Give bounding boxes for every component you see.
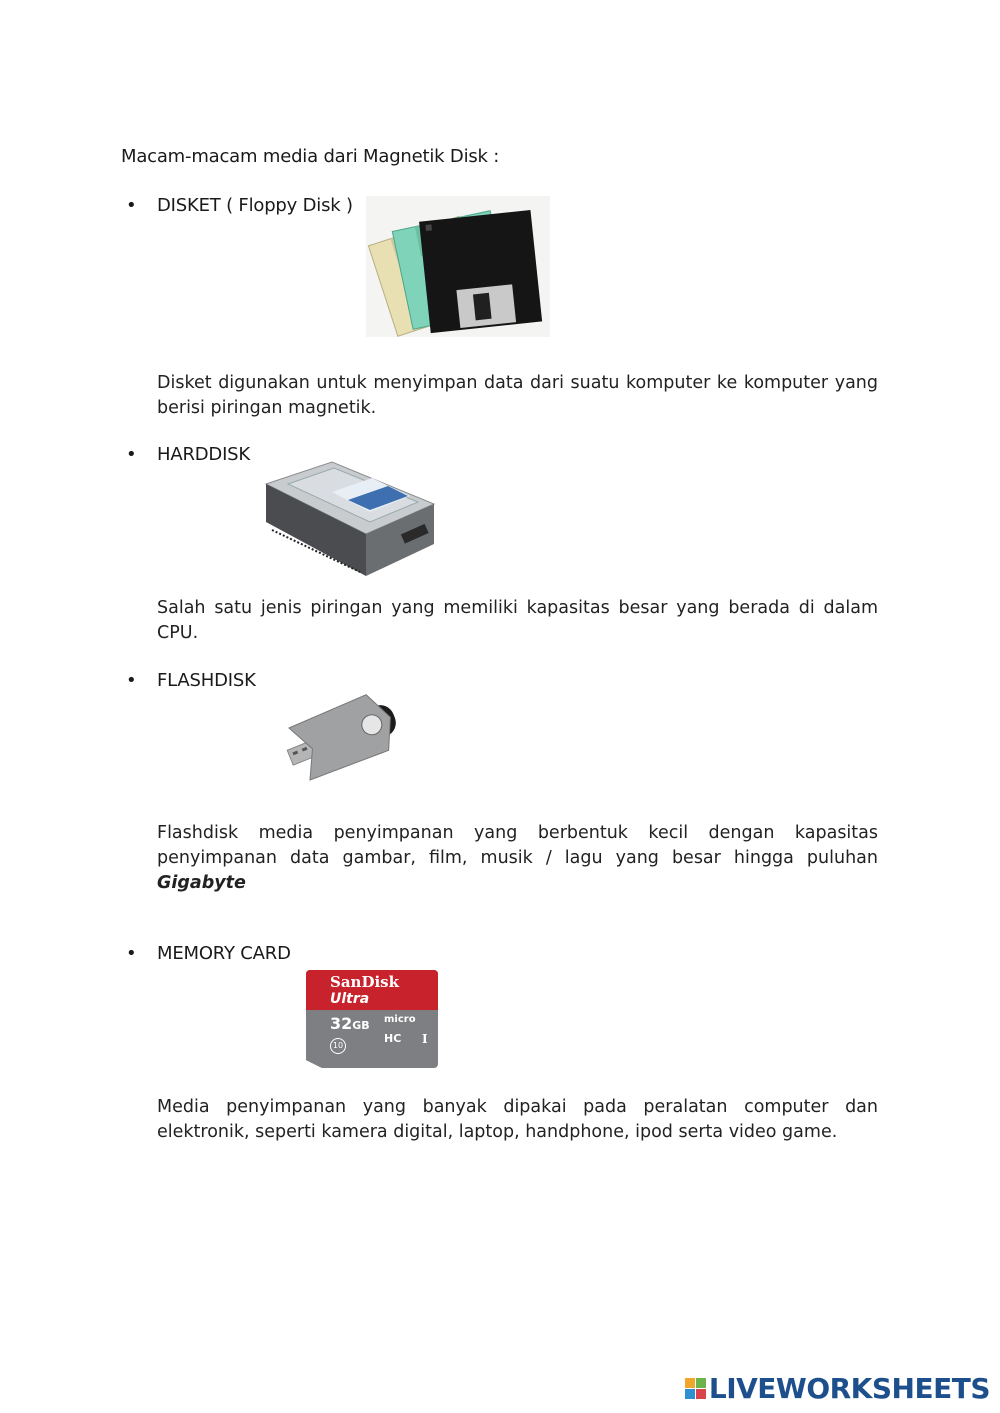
memory-card-image bbox=[306, 970, 438, 1068]
item-title-label: MEMORY CARD bbox=[157, 943, 291, 964]
item-description-memory-card: Media penyimpanan yang banyak dipakai pada peralatan computer dan elektronik, seperti kamera digital, laptop, handphone, ipod serta video game. bbox=[157, 1097, 878, 1142]
bullet-icon: • bbox=[126, 943, 137, 964]
harddisk-image bbox=[262, 460, 438, 578]
liveworksheets-logo-text: LIVEWORKSHEETS bbox=[708, 1372, 990, 1405]
liveworksheets-logo-icon bbox=[685, 1378, 706, 1399]
item-description-harddisk: Salah satu jenis piringan yang memiliki kapasitas besar yang berada di dalam CPU. bbox=[157, 598, 878, 643]
flashdisk-image bbox=[276, 690, 412, 782]
flashdisk-description-text: Flashdisk media penyimpanan yang berbentuk kecil dengan kapasitas penyimpanan data gambar, film, musik / lagu yang besar hingga puluhan bbox=[157, 823, 878, 868]
card-capacity: 32 bbox=[330, 1014, 353, 1033]
item-title-flashdisk bbox=[126, 670, 256, 691]
page-heading: Macam-macam media dari Magnetik Disk : bbox=[121, 146, 500, 167]
flashdisk-description-emphasis: Gigabyte bbox=[157, 873, 246, 893]
card-line: Ultra bbox=[330, 991, 370, 1007]
bullet-icon: • bbox=[126, 195, 137, 216]
item-title-harddisk bbox=[126, 444, 251, 465]
item-description-disket: Disket digunakan untuk menyimpan data dari suatu komputer ke komputer yang berisi piringan magnetik. bbox=[157, 373, 878, 418]
card-speed-class-icon: 10 bbox=[330, 1038, 346, 1054]
liveworksheets-logo bbox=[685, 1372, 990, 1405]
item-description-flashdisk bbox=[157, 821, 878, 896]
floppy-disk-image bbox=[366, 196, 550, 337]
item-title-disket bbox=[126, 195, 353, 216]
item-title-label: HARDDISK bbox=[157, 444, 251, 465]
card-hc-logo: HC bbox=[384, 1032, 402, 1045]
card-uhs: I bbox=[422, 1032, 428, 1046]
bullet-icon: • bbox=[126, 444, 137, 465]
card-brand: SanDisk bbox=[330, 973, 400, 991]
bullet-icon: • bbox=[126, 670, 137, 691]
item-title-label: DISKET ( Floppy Disk ) bbox=[157, 195, 353, 216]
item-title-memory-card bbox=[126, 943, 291, 964]
card-micro-logo: micro bbox=[384, 1014, 416, 1025]
item-title-label: FLASHDISK bbox=[157, 670, 256, 691]
card-capacity-unit: GB bbox=[352, 1019, 370, 1032]
